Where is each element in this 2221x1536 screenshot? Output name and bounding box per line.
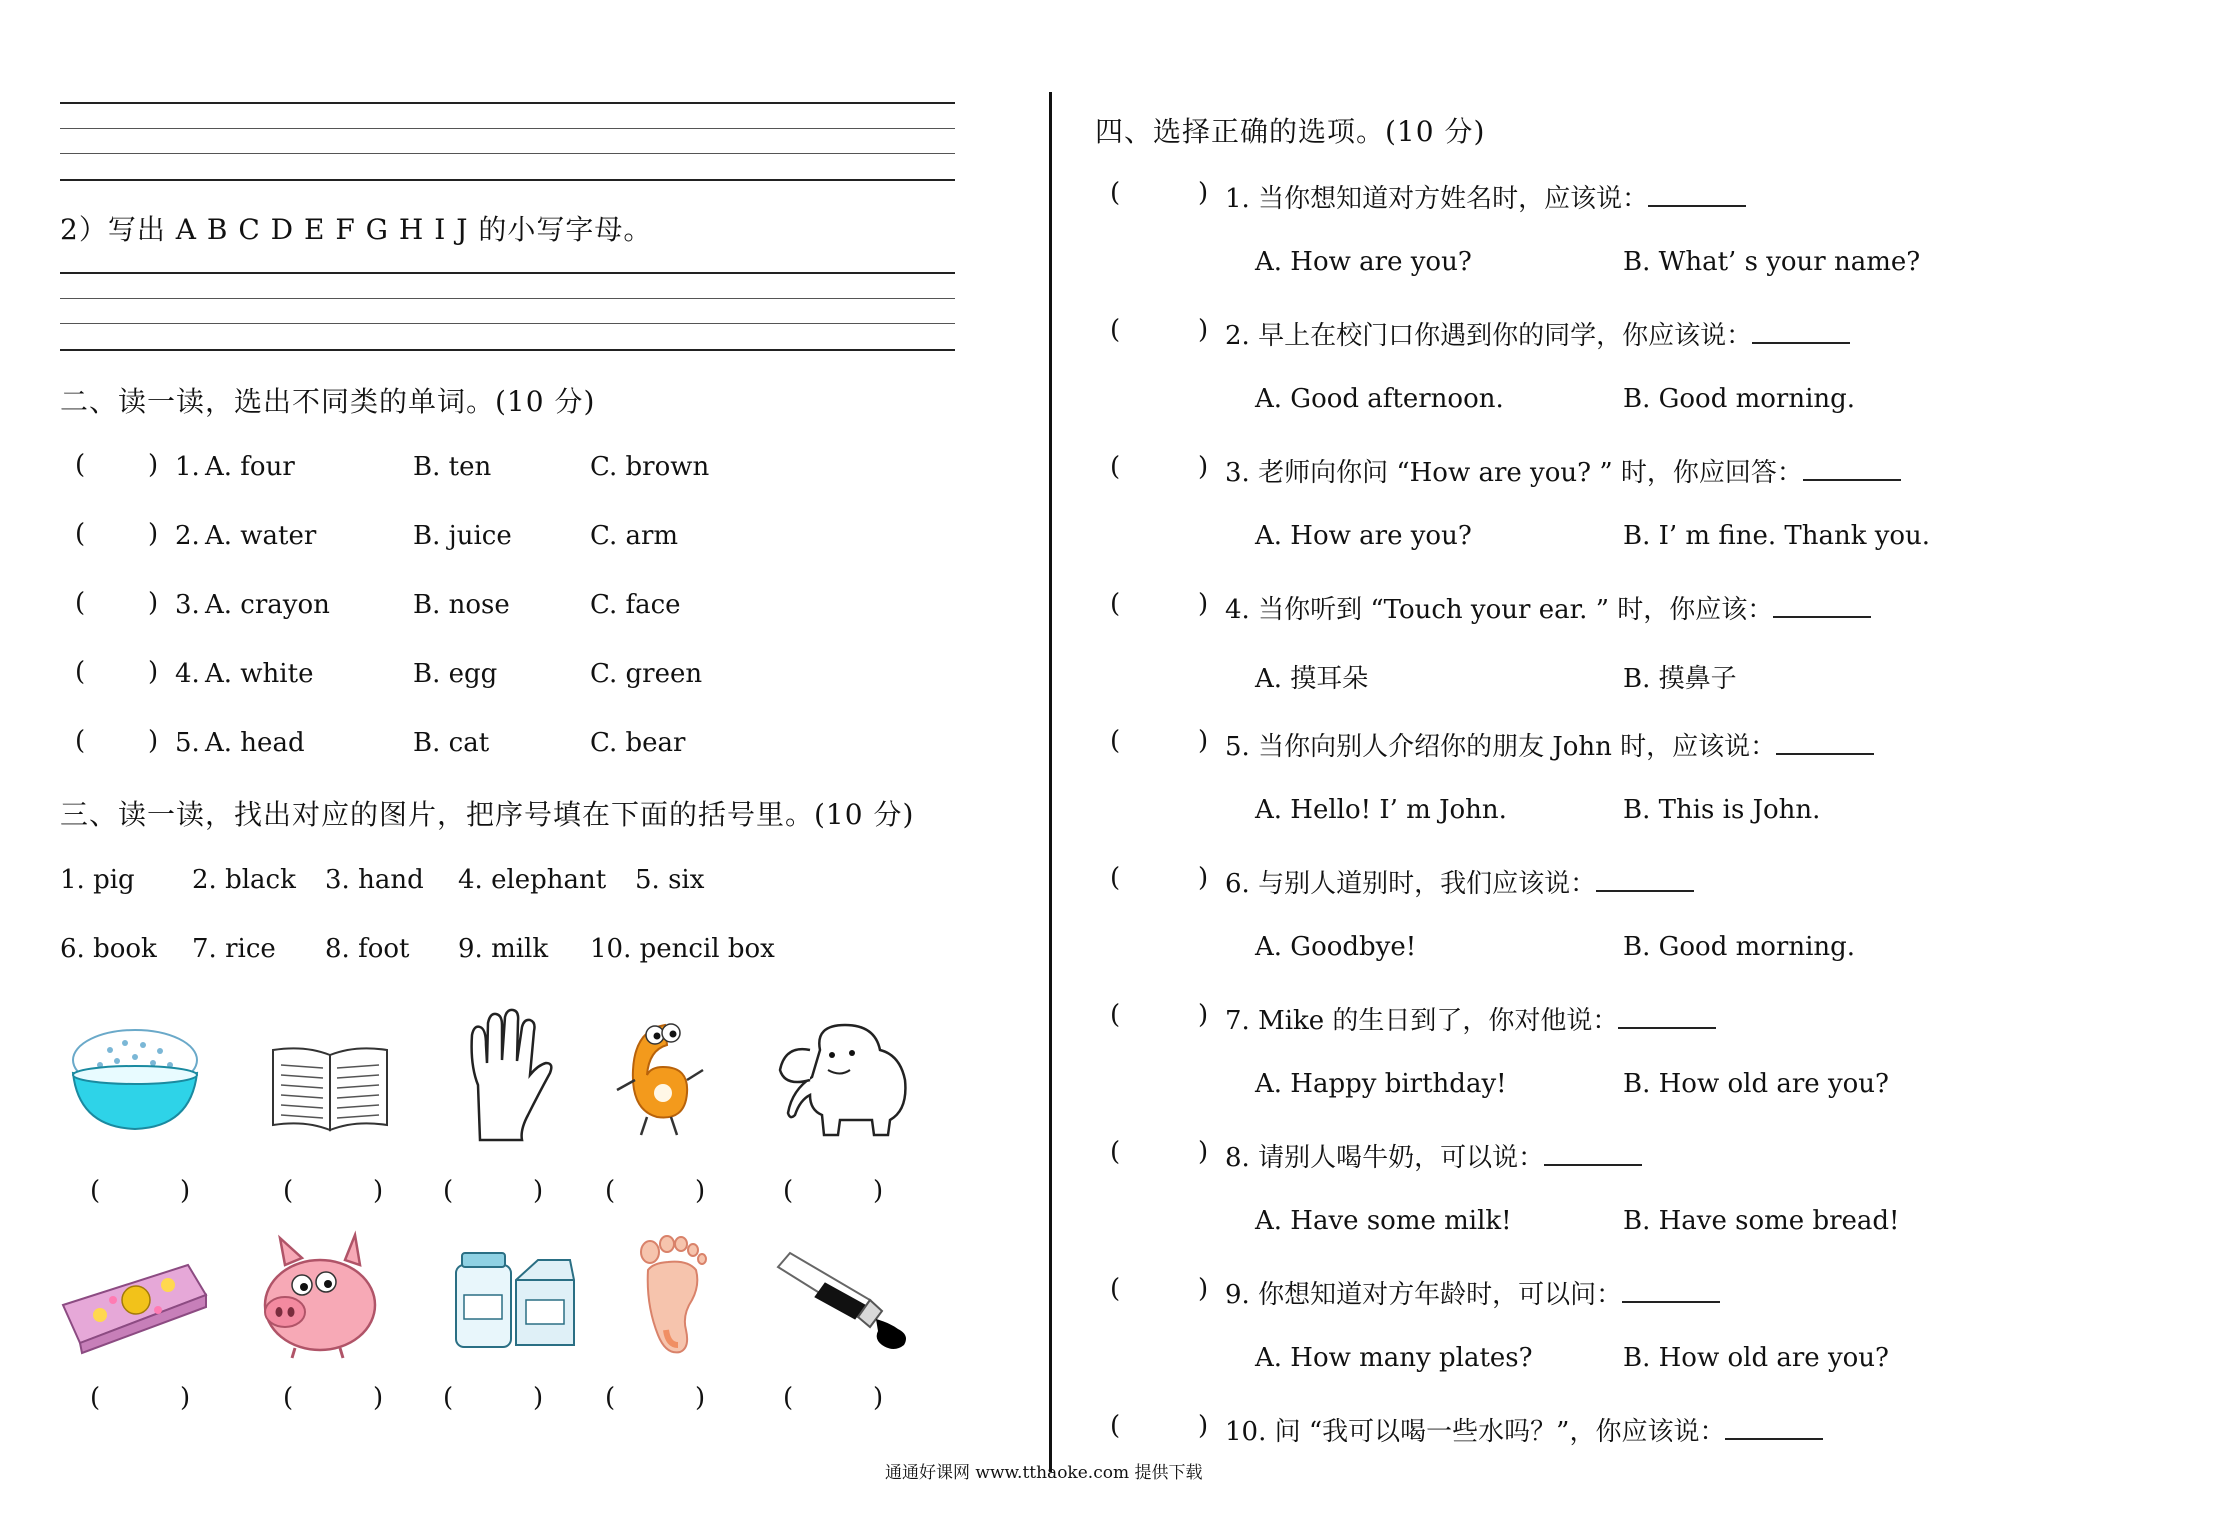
answer-paren-close: ) <box>695 1383 706 1413</box>
option-b: B. How old are you? <box>1623 1069 1889 1099</box>
option-c: C. face <box>590 590 681 620</box>
option-b: B. Good morning. <box>1623 384 1856 414</box>
section3-heading: 三、读一读，找出对应的图片，把序号填在下面的括号里。(10 分) <box>60 798 915 831</box>
answer-blank[interactable] <box>1752 322 1850 344</box>
option-a: A. Good afternoon. <box>1255 384 1504 414</box>
pencil-box-picture <box>58 1255 208 1355</box>
answer-paren-open: ( <box>605 1383 616 1413</box>
answer-paren-close: ) <box>695 1176 706 1206</box>
question-1: 1. 当你想知道对方姓名时，应该说： <box>1225 178 1746 215</box>
elephant-picture <box>770 1015 915 1140</box>
item-number: 4. <box>175 659 200 689</box>
option-a: A. How are you? <box>1255 521 1472 551</box>
answer-paren-close: ) <box>148 657 159 687</box>
answer-paren-close: ) <box>1198 1411 1209 1441</box>
option-a: A. head <box>205 728 305 758</box>
answer-paren-open: ( <box>443 1176 454 1206</box>
writing-line <box>60 298 955 299</box>
word: 8. foot <box>325 934 410 964</box>
answer-paren-open: ( <box>1110 1274 1121 1304</box>
option-b: B. 摸鼻子 <box>1623 664 1737 694</box>
answer-paren-open: ( <box>1110 726 1121 756</box>
option-a: A. 摸耳朵 <box>1255 664 1369 694</box>
open-book-picture <box>265 1040 395 1135</box>
question-8: 8. 请别人喝牛奶，可以说： <box>1225 1137 1642 1174</box>
option-a: A. How many plates? <box>1255 1343 1533 1373</box>
answer-paren-close: ) <box>533 1176 544 1206</box>
answer-paren-close: ) <box>533 1383 544 1413</box>
item-number: 2. <box>175 521 200 551</box>
answer-paren-open: ( <box>1110 178 1121 208</box>
answer-paren-open: ( <box>1110 863 1121 893</box>
black-paint-tube-picture <box>770 1245 920 1355</box>
answer-paren-open: ( <box>1110 1411 1121 1441</box>
option-c: C. brown <box>590 452 710 482</box>
answer-paren-close: ) <box>1198 1000 1209 1030</box>
answer-paren-open: ( <box>1110 1137 1121 1167</box>
question-6: 6. 与别人道别时，我们应该说： <box>1225 863 1694 900</box>
answer-paren-open: ( <box>1110 315 1121 345</box>
writing-line <box>60 272 955 274</box>
section4-heading: 四、选择正确的选项。(10 分) <box>1095 115 1486 148</box>
word: 5. six <box>635 865 705 895</box>
writing-line <box>60 323 955 324</box>
option-b: B. What’ s your name? <box>1623 247 1921 277</box>
word: 10. pencil box <box>590 934 775 964</box>
option-a: A. white <box>205 659 314 689</box>
answer-paren-open: ( <box>90 1383 101 1413</box>
answer-paren-open: ( <box>75 519 86 549</box>
answer-paren-open: ( <box>75 657 86 687</box>
answer-paren-close: ) <box>1198 589 1209 619</box>
answer-paren-open: ( <box>605 1176 616 1206</box>
writing-line <box>60 153 955 154</box>
answer-paren-close: ) <box>1198 1274 1209 1304</box>
question-5: 5. 当你向别人介绍你的朋友 John 时，应该说： <box>1225 726 1874 763</box>
answer-paren-close: ) <box>148 726 159 756</box>
option-a: A. Have some milk! <box>1255 1206 1512 1236</box>
option-c: C. arm <box>590 521 679 551</box>
hand-picture <box>450 1005 560 1145</box>
option-a: A. four <box>205 452 295 482</box>
answer-paren-close: ) <box>873 1383 884 1413</box>
answer-blank[interactable] <box>1773 596 1871 618</box>
item-number: 1. <box>175 452 200 482</box>
option-b: B. How old are you? <box>1623 1343 1889 1373</box>
option-a: A. Hello! I’ m John. <box>1255 795 1507 825</box>
answer-paren-close: ) <box>1198 315 1209 345</box>
option-b: B. nose <box>413 590 510 620</box>
rice-bowl-picture <box>65 1015 205 1135</box>
option-c: C. green <box>590 659 703 689</box>
answer-paren-close: ) <box>873 1176 884 1206</box>
answer-paren-close: ) <box>1198 1137 1209 1167</box>
answer-blank[interactable] <box>1648 185 1746 207</box>
answer-blank[interactable] <box>1622 1281 1720 1303</box>
question-7: 7. Mike 的生日到了，你对他说： <box>1225 1000 1716 1037</box>
answer-paren-open: ( <box>283 1383 294 1413</box>
answer-blank[interactable] <box>1596 870 1694 892</box>
question-3: 3. 老师向你问 “How are you? ” 时，你应回答： <box>1225 452 1901 489</box>
answer-blank[interactable] <box>1544 1144 1642 1166</box>
option-b: B. This is John. <box>1623 795 1821 825</box>
section2-heading: 二、读一读，选出不同类的单词。(10 分) <box>60 385 596 418</box>
answer-paren-open: ( <box>1110 589 1121 619</box>
option-a: A. How are you? <box>1255 247 1472 277</box>
option-b: B. ten <box>413 452 492 482</box>
answer-blank[interactable] <box>1776 733 1874 755</box>
foot-picture <box>628 1230 713 1360</box>
item-number: 3. <box>175 590 200 620</box>
milk-picture <box>450 1245 580 1355</box>
writing-line <box>60 349 955 351</box>
question-9: 9. 你想知道对方年龄时，可以问： <box>1225 1274 1720 1311</box>
answer-paren-open: ( <box>90 1176 101 1206</box>
question-2: 2. 早上在校门口你遇到你的同学，你应该说： <box>1225 315 1850 352</box>
word: 3. hand <box>325 865 424 895</box>
word: 1. pig <box>60 865 135 895</box>
answer-paren-close: ) <box>1198 178 1209 208</box>
writing-line <box>60 128 955 129</box>
answer-paren-close: ) <box>1198 452 1209 482</box>
item-number: 5. <box>175 728 200 758</box>
answer-paren-close: ) <box>1198 863 1209 893</box>
word: 2. black <box>192 865 296 895</box>
question-10: 10. 问 “我可以喝一些水吗？”，你应该说： <box>1225 1411 1823 1448</box>
answer-paren-open: ( <box>75 450 86 480</box>
option-c: C. bear <box>590 728 686 758</box>
answer-paren-close: ) <box>148 519 159 549</box>
option-b: B. egg <box>413 659 498 689</box>
option-b: B. Good morning. <box>1623 932 1856 962</box>
word: 6. book <box>60 934 157 964</box>
option-b: B. juice <box>413 521 512 551</box>
answer-paren-open: ( <box>1110 1000 1121 1030</box>
word: 4. elephant <box>458 865 607 895</box>
column-divider <box>1049 92 1052 1472</box>
writing-line <box>60 102 955 104</box>
writing-line <box>60 179 955 181</box>
answer-paren-close: ) <box>180 1176 191 1206</box>
answer-paren-close: ) <box>373 1383 384 1413</box>
answer-blank[interactable] <box>1725 1418 1823 1440</box>
option-a: A. Happy birthday! <box>1255 1069 1507 1099</box>
option-a: A. water <box>205 521 317 551</box>
option-b: B. Have some bread! <box>1623 1206 1900 1236</box>
pig-picture <box>250 1230 385 1360</box>
option-a: A. crayon <box>205 590 330 620</box>
answer-paren-close: ) <box>148 450 159 480</box>
answer-blank[interactable] <box>1618 1007 1716 1029</box>
answer-paren-open: ( <box>1110 452 1121 482</box>
answer-blank[interactable] <box>1803 459 1901 481</box>
footer-credit: 通通好课网 www.tthaoke.com 提供下载 <box>885 1463 1203 1483</box>
answer-paren-open: ( <box>75 588 86 618</box>
option-b: B. I’ m fine. Thank you. <box>1623 521 1931 551</box>
answer-paren-close: ) <box>148 588 159 618</box>
top-instruction: 2）写出 A B C D E F G H I J 的小写字母。 <box>60 213 653 246</box>
answer-paren-open: ( <box>783 1176 794 1206</box>
answer-paren-close: ) <box>180 1383 191 1413</box>
answer-paren-open: ( <box>783 1383 794 1413</box>
option-b: B. cat <box>413 728 490 758</box>
question-4: 4. 当你听到 “Touch your ear. ” 时，你应该： <box>1225 589 1871 626</box>
number-six-picture <box>605 1005 710 1140</box>
word: 7. rice <box>192 934 276 964</box>
answer-paren-open: ( <box>75 726 86 756</box>
option-a: A. Goodbye! <box>1255 932 1417 962</box>
answer-paren-close: ) <box>1198 726 1209 756</box>
word: 9. milk <box>458 934 549 964</box>
answer-paren-close: ) <box>373 1176 384 1206</box>
answer-paren-open: ( <box>283 1176 294 1206</box>
answer-paren-open: ( <box>443 1383 454 1413</box>
